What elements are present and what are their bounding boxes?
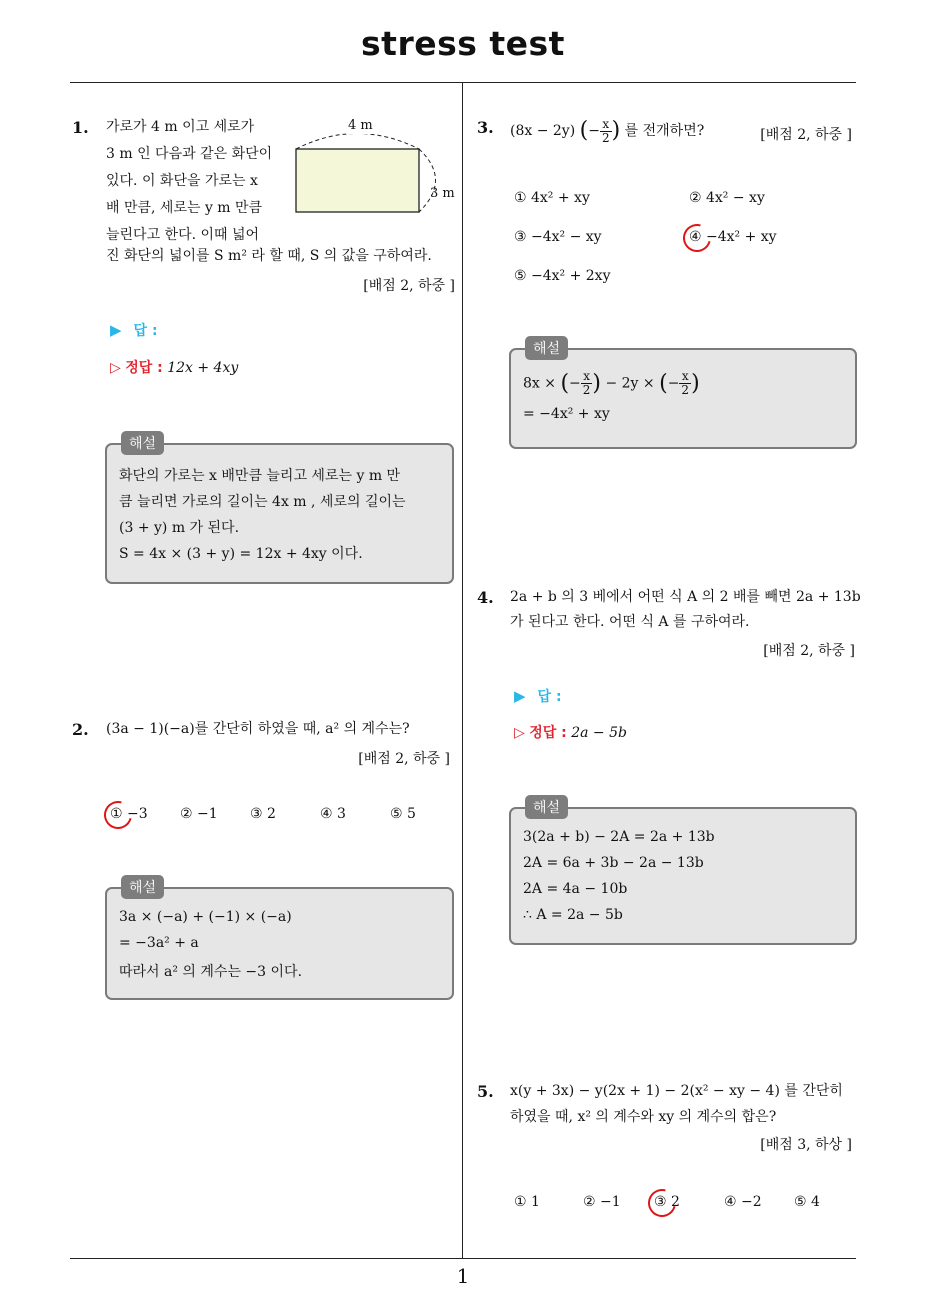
q1-correct-label: 정답 : (125, 360, 163, 376)
q4-explain-line-2: 2A = 6a + 3b − 2a − 13b (523, 855, 704, 871)
q3-option-3[interactable]: ③ −4x² − xy (514, 229, 602, 245)
q3-number: 3. (477, 118, 494, 137)
q2-score: [배점 2, 하중 ] (358, 751, 450, 767)
q3-explanation-tag: 해설 (525, 336, 568, 360)
outline-triangle-icon: ▷ (514, 725, 525, 741)
q4-explain-line-4: ∴ A = 2a − 5b (523, 907, 623, 923)
q1-line-6: 진 화단의 넓이를 S m² 라 할 때, S 의 값을 구하여라. (106, 248, 432, 264)
q1-correct-value: 12x + 4xy (167, 360, 239, 376)
q1-flowerbed-figure (290, 120, 460, 220)
q2-option-3[interactable]: ③ 2 (250, 806, 276, 822)
q4-explanation-tag: 해설 (525, 795, 568, 819)
top-rule (70, 82, 856, 83)
q2-explain-line-1: 3a × (−a) + (−1) × (−a) (119, 909, 292, 925)
q5-line-2: 하였을 때, x² 의 계수와 xy 의 계수의 합은? (510, 1109, 777, 1125)
q1-line-3: 있다. 이 화단을 가로는 x (106, 173, 258, 189)
q3-option-5[interactable]: ⑤ −4x² + 2xy (514, 268, 611, 284)
q3-explanation-box (509, 341, 857, 449)
outline-triangle-icon: ▷ (110, 360, 121, 376)
q1-figure-width-label: 4 m (348, 118, 373, 133)
q3-option-1[interactable]: ① 4x² + xy (514, 190, 590, 206)
q1-explanation-box (105, 436, 454, 584)
q5-option-1[interactable]: ① 1 (514, 1194, 540, 1210)
q4-line-2: 가 된다고 한다. 어떤 식 A 를 구하여라. (510, 614, 750, 630)
q4-line-1: 2a + b 의 3 베에서 어떤 식 A 의 2 배를 빼면 2a + 13b (510, 589, 861, 605)
q1-explanation-tag: 해설 (121, 431, 164, 455)
q3-score: [배점 2, 하중 ] (760, 127, 852, 143)
q4-answer-label: ▶ 답 : (514, 687, 562, 705)
q1-correct-answer (110, 357, 238, 377)
q4-explain-line-1: 3(2a + b) − 2A = 2a + 13b (523, 829, 715, 845)
q2-option-4[interactable]: ④ 3 (320, 806, 346, 822)
q2-selected-mark (99, 796, 137, 834)
q5-option-2[interactable]: ② −1 (583, 1194, 621, 1210)
q3-selected-mark (678, 219, 716, 257)
q1-explain-line-2: 큼 늘리면 가로의 길이는 4x m , 세로의 길이는 (119, 494, 406, 510)
q2-option-1[interactable]: ① −3 (110, 806, 148, 822)
q3-option-2[interactable]: ② 4x² − xy (689, 190, 765, 206)
q5-option-4[interactable]: ④ −2 (724, 1194, 762, 1210)
q1-line-4: 배 만큼, 세로는 y m 만큼 (106, 200, 263, 216)
q2-number: 2. (72, 720, 89, 739)
q5-option-3[interactable]: ③ 2 (654, 1194, 680, 1210)
q1-line-1: 가로가 4 m 이고 세로가 (106, 119, 255, 135)
q1-answer-label: ▶ 답 : (110, 321, 158, 339)
q4-correct-label: 정답 : (529, 725, 567, 741)
q1-line-2: 3 m 인 다음과 같은 화단이 (106, 146, 273, 162)
q3-explain-line-1: 8x × (− $\frac{x}{2}$ ) − 2y × (− $\frac{x}{2}$ ) (523, 369, 700, 397)
q2-option-2[interactable]: ② −1 (180, 806, 218, 822)
q2-explanation-tag: 해설 (121, 875, 164, 899)
q1-explain-line-1: 화단의 가로는 x 배만큼 늘리고 세로는 y m 만 (119, 468, 401, 484)
page-title: stress test (361, 24, 565, 63)
q1-score: [배점 2, 하중 ] (363, 278, 455, 294)
q5-score: [배점 3, 하상 ] (760, 1137, 852, 1153)
q2-explanation-box (105, 880, 454, 1000)
q5-selected-mark (643, 1184, 681, 1222)
q2-text: (3a − 1)(−a)를 간단히 하였을 때, a² 의 계수는? (106, 721, 410, 737)
q5-option-5[interactable]: ⑤ 4 (794, 1194, 820, 1210)
q5-line-1: x(y + 3x) − y(2x + 1) − 2(x² − xy − 4) 를 간단히 (510, 1083, 843, 1099)
bottom-rule (70, 1258, 856, 1259)
q2-explain-line-2: = −3a² + a (119, 935, 199, 951)
q1-number: 1. (72, 118, 89, 137)
q5-number: 5. (477, 1082, 494, 1101)
q4-correct-answer (514, 722, 627, 742)
q1-explain-line-3: (3 + y) m 가 된다. (119, 520, 240, 536)
q3-option-4[interactable]: ④ −4x² + xy (689, 229, 777, 245)
q4-score: [배점 2, 하중 ] (763, 643, 855, 659)
q4-explanation-box (509, 800, 857, 945)
play-icon: ▶ (514, 687, 526, 705)
q4-explain-line-3: 2A = 4a − 10b (523, 881, 628, 897)
q3-text: (8x − 2y) (− $\frac{x}{2}$ ) 를 전개하면? (510, 116, 705, 145)
q3-explain-line-2: = −4x² + xy (523, 406, 610, 422)
q1-line-5: 늘린다고 한다. 이때 넓어 (106, 227, 260, 243)
q1-figure-height-label: 3 m (430, 186, 455, 201)
q4-correct-value: 2a − 5b (571, 725, 627, 741)
q2-option-5[interactable]: ⑤ 5 (390, 806, 416, 822)
q4-number: 4. (477, 588, 494, 607)
q2-explain-line-3: 따라서 a² 의 계수는 −3 이다. (119, 964, 303, 980)
play-icon: ▶ (110, 321, 122, 339)
q1-explain-line-4: S = 4x × (3 + y) = 12x + 4xy 이다. (119, 546, 363, 562)
page-number: 1 (456, 1264, 470, 1288)
column-divider (462, 83, 463, 1259)
